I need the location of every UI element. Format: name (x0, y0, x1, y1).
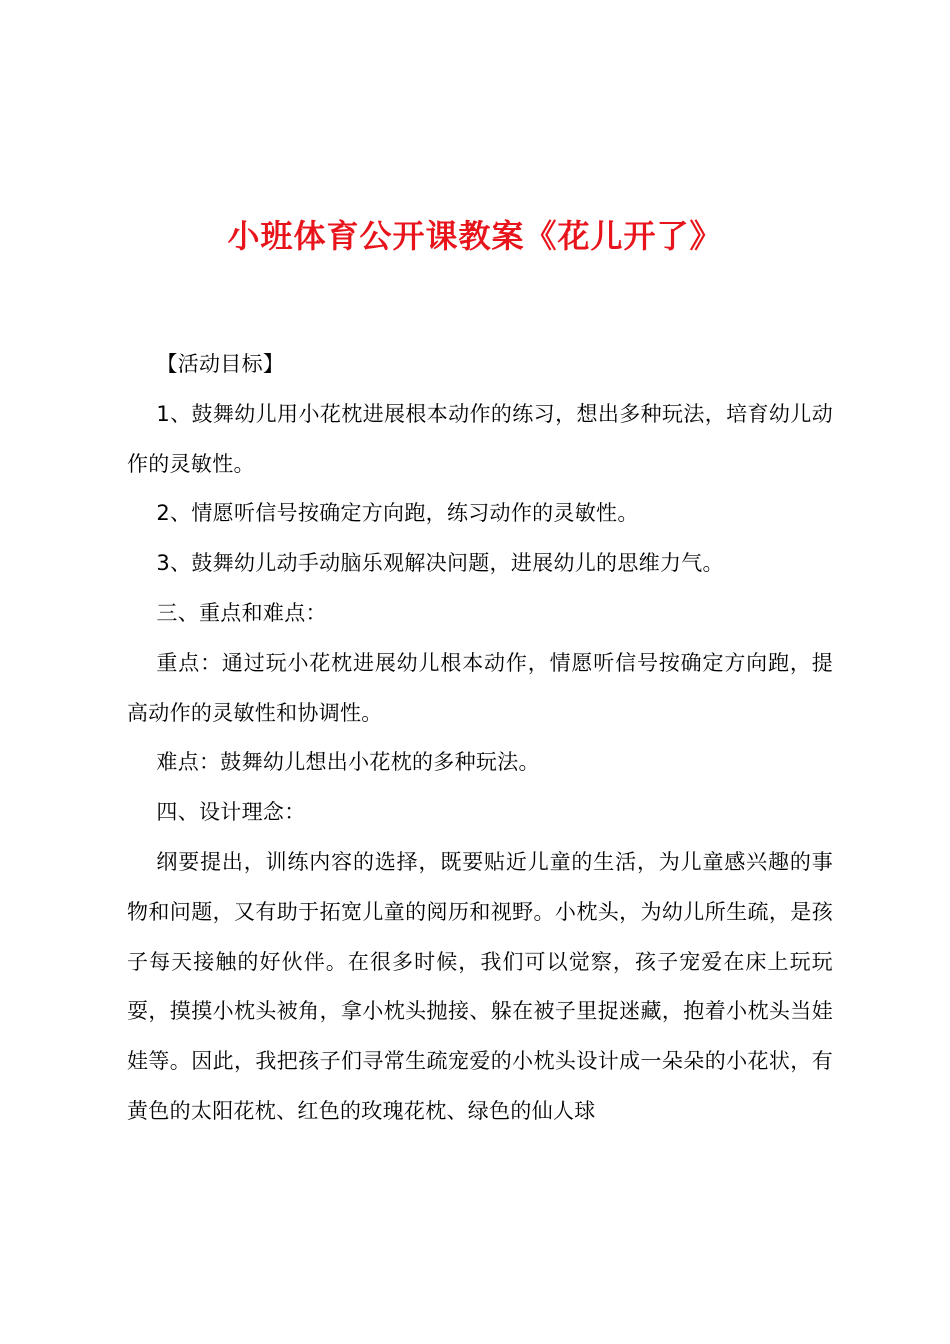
document-body (127, 340, 833, 1137)
section-heading-goals: 【活动目标】 (156, 352, 285, 376)
section-heading-key-points: 三、重点和难点： (156, 600, 327, 625)
paragraph-key-point: 重点：通过玩小花枕进展幼儿根本动作，情愿听信号按确定方向跑，提高动作的灵敏性和协调性。 (127, 650, 833, 725)
paragraph-design-concept: 纲要提出，训练内容的选择，既要贴近儿童的生活，为儿童感兴趣的事物和问题，又有助于拓宽儿童的阅历和视野。小枕头，为幼儿所生疏，是孩子每天接触的好伙伴。在很多时候，我们可以觉察，孩子宠爱在床上玩玩耍，摸摸小枕头被角，拿小枕头抛接、躲在被子里捉迷藏，抱着小枕头当娃娃等。因此，我把孩子们寻常生疏宠爱的小枕头设计成一朵朵的小花状，有黄色的太阳花枕、红色的玫瑰花枕、绿色的仙人球 (127, 849, 833, 1123)
paragraph-goal-2: 2、情愿听信号按确定方向跑，练习动作的灵敏性。 (156, 501, 639, 526)
paragraph-goal-3: 3、鼓舞幼儿动手动脑乐观解决问题，进展幼儿的思维力气。 (156, 551, 724, 576)
section-heading-design-concept: 四、设计理念： (156, 800, 306, 825)
paragraph-difficulty: 难点：鼓舞幼儿想出小花枕的多种玩法。 (156, 750, 540, 775)
page-title: 小班体育公开课教案《花儿开了》 (227, 217, 723, 255)
paragraph-goal-1: 1、鼓舞幼儿用小花枕进展根本动作的练习，想出多种玩法，培育幼儿动作的灵敏性。 (127, 401, 833, 476)
